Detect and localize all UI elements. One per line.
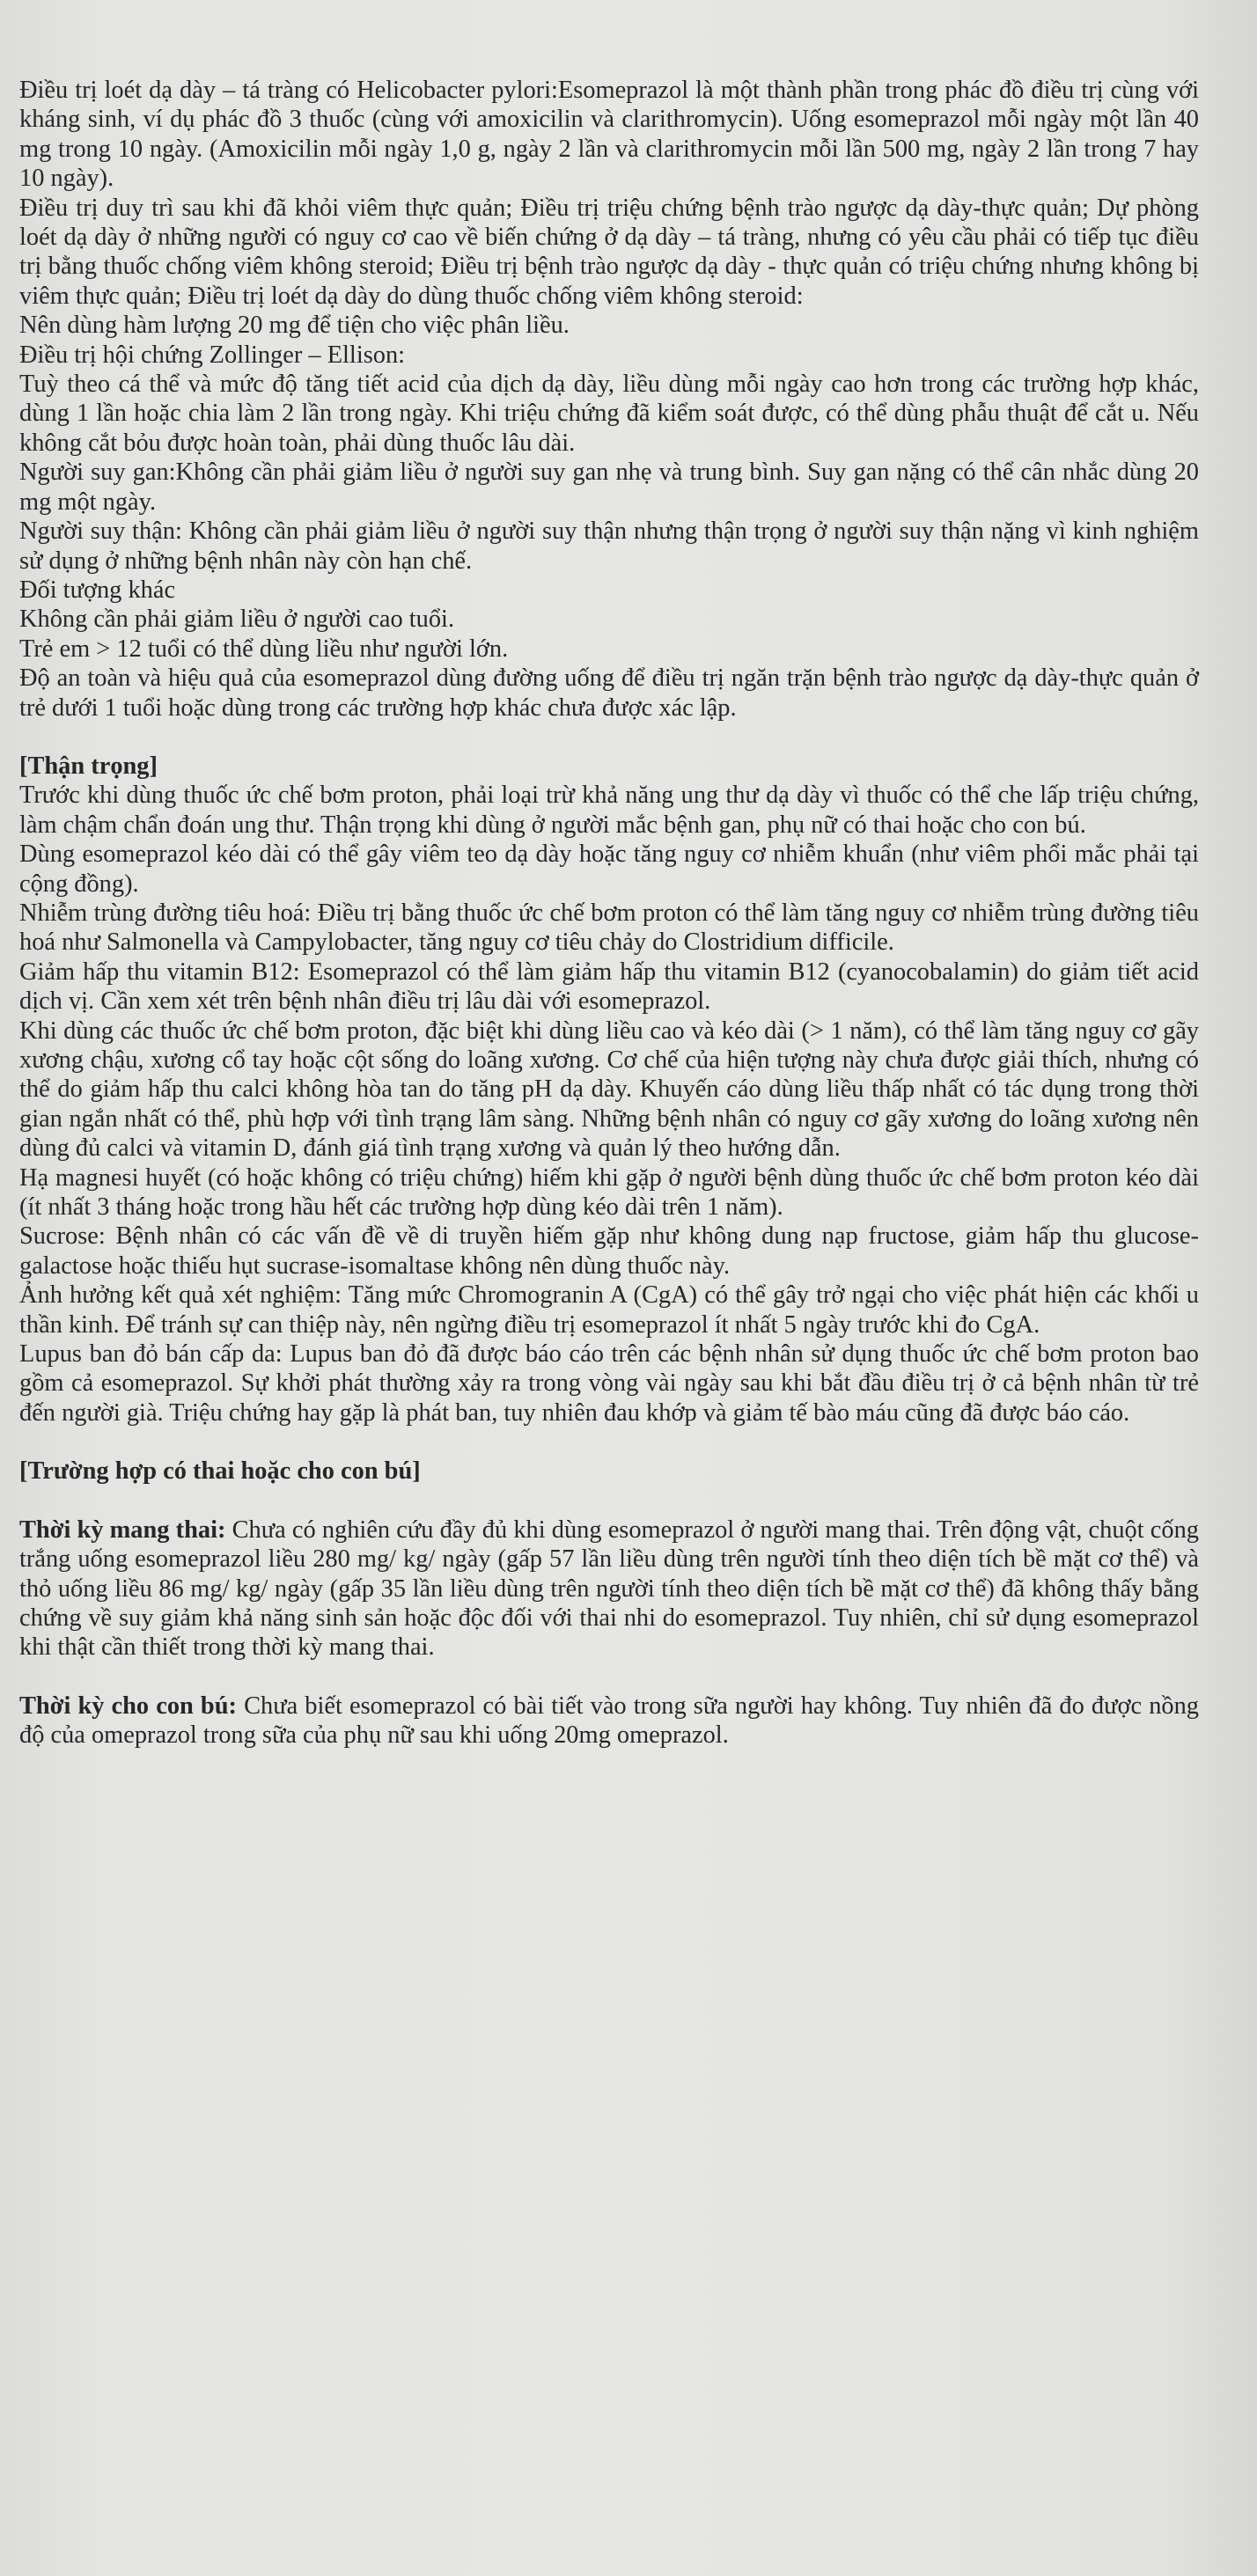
lactation-label: Thời kỳ cho con bú: (19, 1692, 237, 1720)
lactation-text: Chưa biết esomeprazol có bài tiết vào trong sữa người hay không. Tuy nhiên đã đo được nồng độ của omeprazol trong sữa của phụ nữ sau khi uống 20mg omeprazol. (19, 1692, 1199, 1750)
pregnancy-text: Chưa có nghiên cứu đầy đủ khi dùng esomeprazol ở người mang thai. Trên động vật, chuột cống trắng uống esomeprazol liều 280 mg/ kg/ ngày (gấp 57 lần liều dùng trên người tính theo diện tích bề mặt cơ thể) và thỏ uống liều 86 mg/ kg/ ngày (gấp 35 lần liều dùng trên người tính theo diện tích bề mặt cơ thể) đã không thấy bằng chứng về suy giảm khả năng sinh sản hoặc độc đối với thai nhi do esomeprazol. Tuy nhiên, chỉ sử dụng esomeprazol khi thật cần thiết trong thời kỳ mang thai. (19, 1516, 1199, 1662)
infant-safety-paragraph: Độ an toàn và hiệu quả của esomeprazol dùng đường uống để điều trị ngăn trặn bệnh trào ngược dạ dày-thực quản ở trẻ dưới 1 tuổi hoặc dùng trong các trường hợp khác chưa được xác lập. (19, 664, 1199, 722)
precaution-b12-paragraph: Giảm hấp thu vitamin B12: Esomeprazol có thể làm giảm hấp thu vitamin B12 (cyanocobalamin) do giảm tiết acid dịch vị. Cần xem xét trên bệnh nhân điều trị lâu dài với esomeprazol. (19, 958, 1199, 1016)
lactation-paragraph (19, 1692, 1199, 1750)
leaflet-page (19, 76, 1199, 1750)
precaution-lab-test-paragraph: Ảnh hưởng kết quả xét nghiệm: Tăng mức Chromogranin A (CgA) có thể gây trở ngại cho việc phát hiện các khối u thần kinh. Để tránh sự can thiệp này, nên ngừng điều trị esomeprazol ít nhất 5 ngày trước khi đo CgA. (19, 1281, 1199, 1339)
precaution-gastritis-paragraph: Dùng esomeprazol kéo dài có thể gây viêm teo dạ dày hoặc tăng nguy cơ nhiễm khuẩn (như viêm phổi mắc phải tại cộng đồng). (19, 840, 1199, 898)
precaution-sucrose-paragraph: Sucrose: Bệnh nhân có các vấn đề về di truyền hiếm gặp như không dung nạp fructose, giảm hấp thu glucose-galactose hoặc thiếu hụt sucrase-isomaltase không nên dùng thuốc này. (19, 1222, 1199, 1280)
elderly-paragraph: Không cần phải giảm liều ở người cao tuổi. (19, 605, 455, 634)
zollinger-ellison-heading: Điều trị hội chứng Zollinger – Ellison: (19, 341, 406, 369)
renal-impairment-paragraph: Người suy thận: Không cần phải giảm liều ở người suy thận nhưng thận trọng ở người suy thận nặng vì kinh nghiệm sử dụng ở những bệnh nhân này còn hạn chế. (19, 517, 1199, 575)
section-spacer (19, 1427, 1199, 1457)
children-paragraph: Trẻ em > 12 tuổi có thể dùng liều như người lớn. (19, 635, 509, 663)
hepatic-impairment-paragraph: Người suy gan:Không cần phải giảm liều ở người suy gan nhẹ và trung bình. Suy gan nặng có thể cân nhắc dùng 20 mg một ngày. (19, 459, 1199, 516)
maintenance-treatment-paragraph: Điều trị duy trì sau khi đã khỏi viêm thực quản; Điều trị triệu chứng bệnh trào ngược dạ dày-thực quản; Dự phòng loét dạ dày ở những người có nguy cơ cao về biến chứng ở dạ dày – tá tràng, nhưng có yêu cầu phải có tiếp tục điều trị bằng thuốc chống viêm không steroid; Điều trị bệnh trào ngược dạ dày - thực quản có triệu chứng nhưng không bị viêm thực quản; Điều trị loét dạ dày do dùng thuốc chống viêm không steroid: (19, 194, 1199, 310)
precaution-cancer-paragraph: Trước khi dùng thuốc ức chế bơm proton, phải loại trừ khả năng ung thư dạ dày vì thuốc có thể che lấp triệu chứng, làm chậm chẩn đoán ung thư. Thận trọng khi dùng ở người mắc bệnh gan, phụ nữ có thai hoặc cho con bú. (19, 782, 1199, 839)
section-spacer (19, 1662, 1199, 1692)
precaution-fracture-paragraph: Khi dùng các thuốc ức chế bơm proton, đặc biệt khi dùng liều cao và kéo dài (> 1 năm), có thể làm tăng nguy cơ gãy xương chậu, xương cổ tay hoặc cột sống do loãng xương. Cơ chế của hiện tượng này chưa được giải thích, nhưng có thể do giảm hấp thu calci không hòa tan do tăng pH dạ dày. Khuyến cáo dùng liều thấp nhất có tác dụng trong thời gian ngắn nhất có thể, phù hợp với tình trạng lâm sàng. Những bệnh nhân có nguy cơ gãy xương do loãng xương nên dùng đủ calci và vitamin D, đánh giá tình trạng xương và quản lý theo hướng dẫn. (19, 1016, 1199, 1163)
precaution-lupus-paragraph: Lupus ban đỏ bán cấp da: Lupus ban đỏ đã được báo cáo trên các bệnh nhân sử dụng thuốc ức chế bơm proton bao gồm cả esomeprazol. Sự khởi phát thường xảy ra trong vòng vài ngày sau khi bắt đầu điều trị ở cả bệnh nhân từ trẻ đến người già. Triệu chứng hay gặp là phát ban, tuy nhiên đau khớp và giảm tế bào máu cũng đã được báo cáo. (19, 1340, 1199, 1427)
h-pylori-paragraph: Điều trị loét dạ dày – tá tràng có Helicobacter pylori:Esomeprazol là một thành phần trong phác đồ điều trị cùng với kháng sinh, ví dụ phác đồ 3 thuốc (cùng với amoxicilin và clarithromycin). Uống esomeprazol mỗi ngày một lần 40 mg trong 10 ngày. (Amoxicilin mỗi ngày 1,0 g, ngày 2 lần và clarithromycin mỗi lần 500 mg, ngày 2 lần trong 7 hay 10 ngày). (19, 77, 1199, 193)
precaution-infection-paragraph: Nhiễm trùng đường tiêu hoá: Điều trị bằng thuốc ức chế bơm proton có thể làm tăng nguy cơ nhiễm trùng đường tiêu hoá như Salmonella và Campylobacter, tăng nguy cơ tiêu chảy do Clostridium difficile. (19, 899, 1199, 957)
other-subjects-heading: Đối tượng khác (19, 576, 176, 604)
precautions-heading: [Thận trọng] (19, 752, 158, 780)
zollinger-ellison-paragraph: Tuỳ theo cá thể và mức độ tăng tiết acid của dịch dạ dày, liều dùng mỗi ngày cao hơn trong các trường hợp khác, dùng 1 lần hoặc chia làm 2 lần trong ngày. Khi triệu chứng đã kiểm soát được, có thể dùng phẫu thuật để cắt u. Nếu không cắt bỏu được hoàn toàn, phải dùng thuốc lâu dài. (19, 371, 1199, 457)
pregnancy-heading: [Trường hợp có thai hoặc cho con bú] (19, 1457, 421, 1486)
precaution-magnesium-paragraph: Hạ magnesi huyết (có hoặc không có triệu chứng) hiếm khi gặp ở người bệnh dùng thuốc ức chế bơm proton kéo dài (ít nhất 3 tháng hoặc trong hầu hết các trường hợp dùng kéo dài trên 1 năm). (19, 1163, 1199, 1222)
section-spacer (19, 1486, 1199, 1516)
pregnancy-label: Thời kỳ mang thai: (19, 1516, 226, 1544)
dose-20mg-paragraph: Nên dùng hàm lượng 20 mg để tiện cho việc phân liều. (19, 312, 570, 340)
section-spacer (19, 723, 1199, 752)
pregnancy-paragraph (19, 1516, 1199, 1662)
